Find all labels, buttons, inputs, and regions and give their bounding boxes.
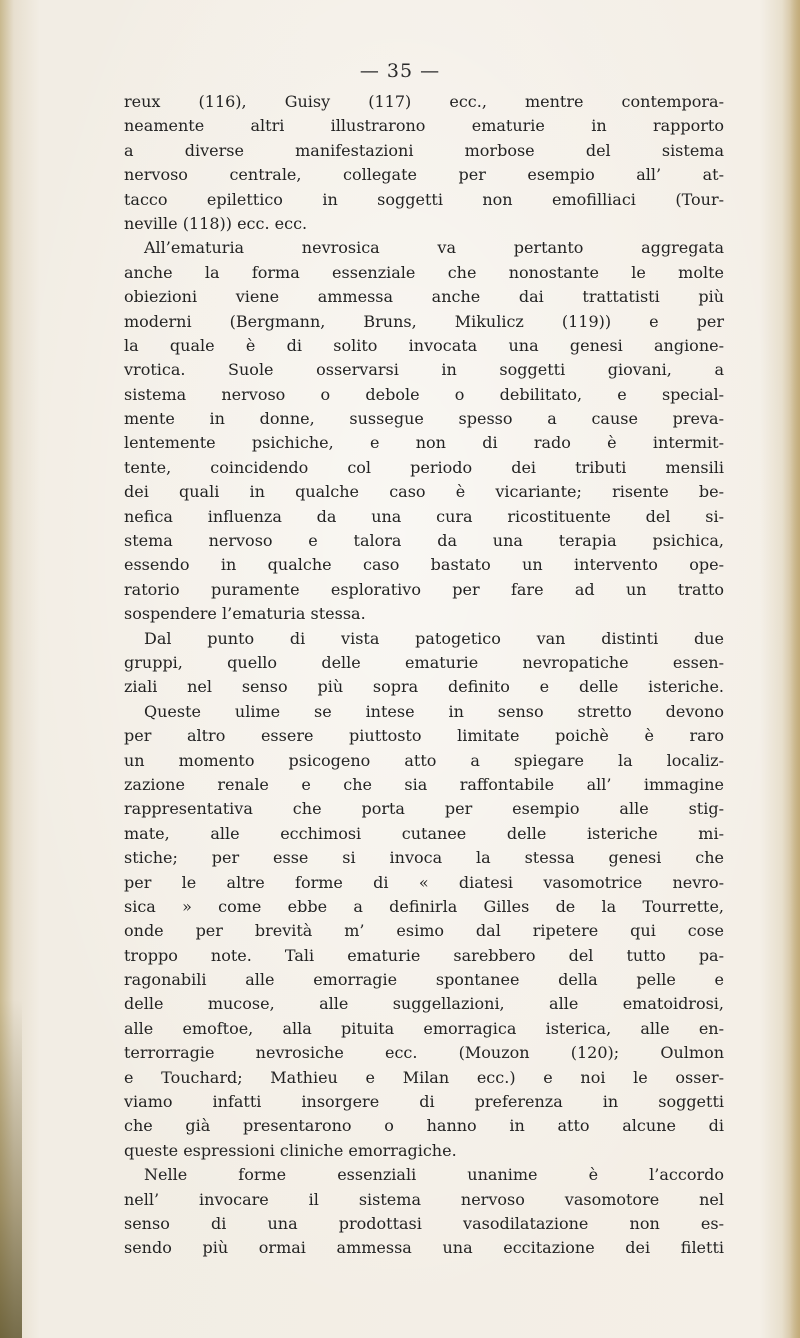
text-line: ragonabili alle emorragie spontanee della pelle e bbox=[124, 970, 724, 990]
text-line: reux (116), Guisy (117) ecc., mentre contempora- bbox=[124, 92, 724, 111]
text-line: rappresentativa che porta per esempio alle stig- bbox=[124, 799, 724, 819]
text-line: essendo in qualche caso bastato un intervento ope- bbox=[124, 555, 724, 575]
text-line: queste espressioni cliniche emorragiche. bbox=[124, 1140, 457, 1160]
text-line: sica » come ebbe a definirla Gilles de la Tourrette, bbox=[124, 896, 724, 916]
text-line: neamente altri illustrarono ematurie in rapporto bbox=[124, 116, 724, 136]
text-line: alle emoftoe, alla pituita emorragica isterica, alle en- bbox=[124, 1018, 724, 1038]
text-line: nefica influenza da una cura ricostituente del si- bbox=[124, 506, 724, 526]
text-line: Dal punto di vista patogetico van distinti due bbox=[144, 628, 724, 648]
text-line: tente, coincidendo col periodo dei tributi mensili bbox=[124, 457, 724, 477]
text-line: a diverse manifestazioni morbose del sistema bbox=[124, 140, 724, 160]
text-line: dei quali in qualche caso è vicariante; risente be- bbox=[124, 482, 724, 502]
text-line: mate, alle ecchimosi cutanee delle isteriche mi- bbox=[124, 823, 724, 843]
text-line: un momento psicogeno atto a spiegare la localiz- bbox=[124, 750, 724, 770]
text-line: lentemente psichiche, e non di rado è intermit- bbox=[124, 433, 724, 453]
text-line: stiche; per esse si invoca la stessa genesi che bbox=[124, 848, 724, 868]
text-line: moderni (Bergmann, Bruns, Mikulicz (119)) e per bbox=[124, 311, 724, 331]
text-line: tacco epilettico in soggetti non emofilliaci (Tour- bbox=[124, 189, 724, 209]
text-line: ratorio puramente esplorativo per fare ad un tratto bbox=[124, 579, 724, 599]
text-line: Nelle forme essenziali unanime è l’accordo bbox=[144, 1165, 724, 1185]
page-edge-shadow-left bbox=[0, 1000, 22, 1338]
text-line: e Touchard; Mathieu e Milan ecc.) e noi le osser- bbox=[124, 1067, 724, 1087]
text-line: terrorragie nevrosiche ecc. (Mouzon (120); Oulmon bbox=[124, 1043, 724, 1063]
text-line: delle mucose, alle suggellazioni, alle ematoidrosi, bbox=[124, 994, 724, 1014]
text-line: per altro essere piuttosto limitate poichè è raro bbox=[124, 726, 724, 746]
text-line: per le altre forme di « diatesi vasomotrice nevro- bbox=[124, 872, 724, 892]
text-line: la quale è di solito invocata una genesi angione- bbox=[124, 335, 724, 355]
text-line: sospendere l’ematuria stessa. bbox=[124, 604, 366, 624]
text-line: che già presentarono o hanno in atto alcune di bbox=[124, 1116, 724, 1136]
text-line: vrotica. Suole osservarsi in soggetti giovani, a bbox=[124, 360, 724, 380]
text-line: sistema nervoso o debole o debilitato, e special- bbox=[124, 384, 724, 404]
text-line: mente in donne, sussegue spesso a cause preva- bbox=[124, 409, 724, 429]
text-line: nervoso centrale, collegate per esempio all’ at- bbox=[124, 165, 724, 185]
text-line: Queste ulime se intese in senso stretto devono bbox=[144, 701, 724, 721]
page-number: — 35 — bbox=[359, 60, 441, 82]
body-text bbox=[124, 90, 724, 1261]
text-line: sendo più ormai ammessa una eccitazione dei filetti bbox=[124, 1238, 724, 1258]
text-line: All’ematuria nevrosica va pertanto aggregata bbox=[144, 238, 724, 258]
text-line: gruppi, quello delle ematurie nevropatiche essen- bbox=[124, 652, 724, 672]
text-line: neville (118)) ecc. ecc. bbox=[124, 213, 308, 233]
text-line: ziali nel senso più sopra definito e delle isteriche. bbox=[124, 677, 724, 697]
page-edge-shadow-right bbox=[782, 0, 800, 1338]
text-line: stema nervoso e talora da una terapia psichica, bbox=[124, 531, 724, 551]
text-line: obiezioni viene ammessa anche dai trattatisti più bbox=[124, 287, 724, 307]
text-line: onde per brevità m’ esimo dal ripetere qui cose bbox=[124, 921, 724, 941]
text-line: nell’ invocare il sistema nervoso vasomotore nel bbox=[124, 1189, 724, 1209]
text-line: anche la forma essenziale che nonostante le molte bbox=[124, 262, 724, 282]
text-line: viamo infatti insorgere di preferenza in soggetti bbox=[124, 1092, 724, 1112]
text-line: zazione renale e che sia raffontabile all’ immagine bbox=[124, 774, 724, 794]
text-line: troppo note. Tali ematurie sarebbero del tutto pa- bbox=[124, 945, 724, 965]
text-line: senso di una prodottasi vasodilatazione non es- bbox=[124, 1213, 724, 1233]
